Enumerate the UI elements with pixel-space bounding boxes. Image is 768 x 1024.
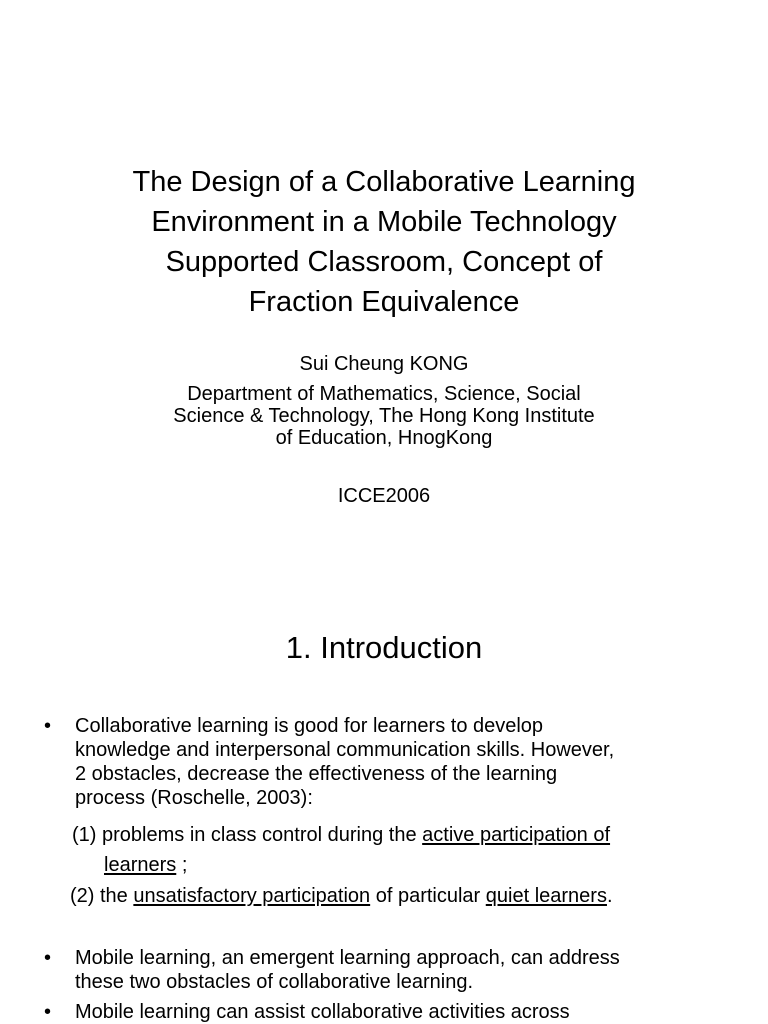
title-line: Fraction Equivalence <box>248 286 520 318</box>
sub-item-1-continued <box>104 853 187 877</box>
sub-item-text: . <box>606 885 613 907</box>
underlined-phrase: active participation of <box>422 824 611 846</box>
sub-item-2 <box>70 884 613 908</box>
affiliation-line: Department of Mathematics, Science, Social <box>187 383 581 405</box>
bullet-line: knowledge and interpersonal communication skills. However, <box>75 739 615 761</box>
bullet-line: Mobile learning can assist collaborative activities across <box>75 1001 570 1023</box>
bullet-line: 2 obstacles, decrease the effectiveness of the learning <box>75 763 558 785</box>
title-line: Supported Classroom, Concept of <box>165 246 603 278</box>
bullet-line: process (Roschelle, 2003): <box>75 787 313 809</box>
author-name: Sui Cheung KONG <box>299 353 469 375</box>
bullet-line: Collaborative learning is good for learners to develop <box>75 715 544 737</box>
author-affiliation <box>60 383 708 449</box>
sub-item-text: (2) the <box>70 885 134 907</box>
section-heading: 1. Introduction <box>285 630 483 665</box>
underlined-phrase: quiet learners <box>485 885 607 907</box>
affiliation-line: of Education, HnogKong <box>275 427 493 449</box>
bullet-line: these two obstacles of collaborative learning. <box>75 971 474 993</box>
title-line: Environment in a Mobile Technology <box>151 206 617 238</box>
sub-item-text: ; <box>176 854 188 876</box>
bullet-line: Mobile learning, an emergent learning approach, can address <box>75 947 620 969</box>
affiliation-line: Science & Technology, The Hong Kong Institute <box>173 405 595 427</box>
sub-item-text: of particular <box>370 885 486 907</box>
sub-item-1 <box>72 823 610 847</box>
sub-item-text: (1) problems in class control during the <box>72 824 423 846</box>
conference-name: ICCE2006 <box>337 485 431 507</box>
title-line: The Design of a Collaborative Learning <box>132 166 636 198</box>
presentation-title <box>40 162 728 322</box>
bullet-icon: • <box>44 715 52 737</box>
underlined-phrase: unsatisfactory participation <box>133 885 371 907</box>
bullet-icon: • <box>44 947 52 969</box>
underlined-phrase: learners <box>104 854 177 876</box>
bullet-icon: • <box>44 1001 52 1023</box>
